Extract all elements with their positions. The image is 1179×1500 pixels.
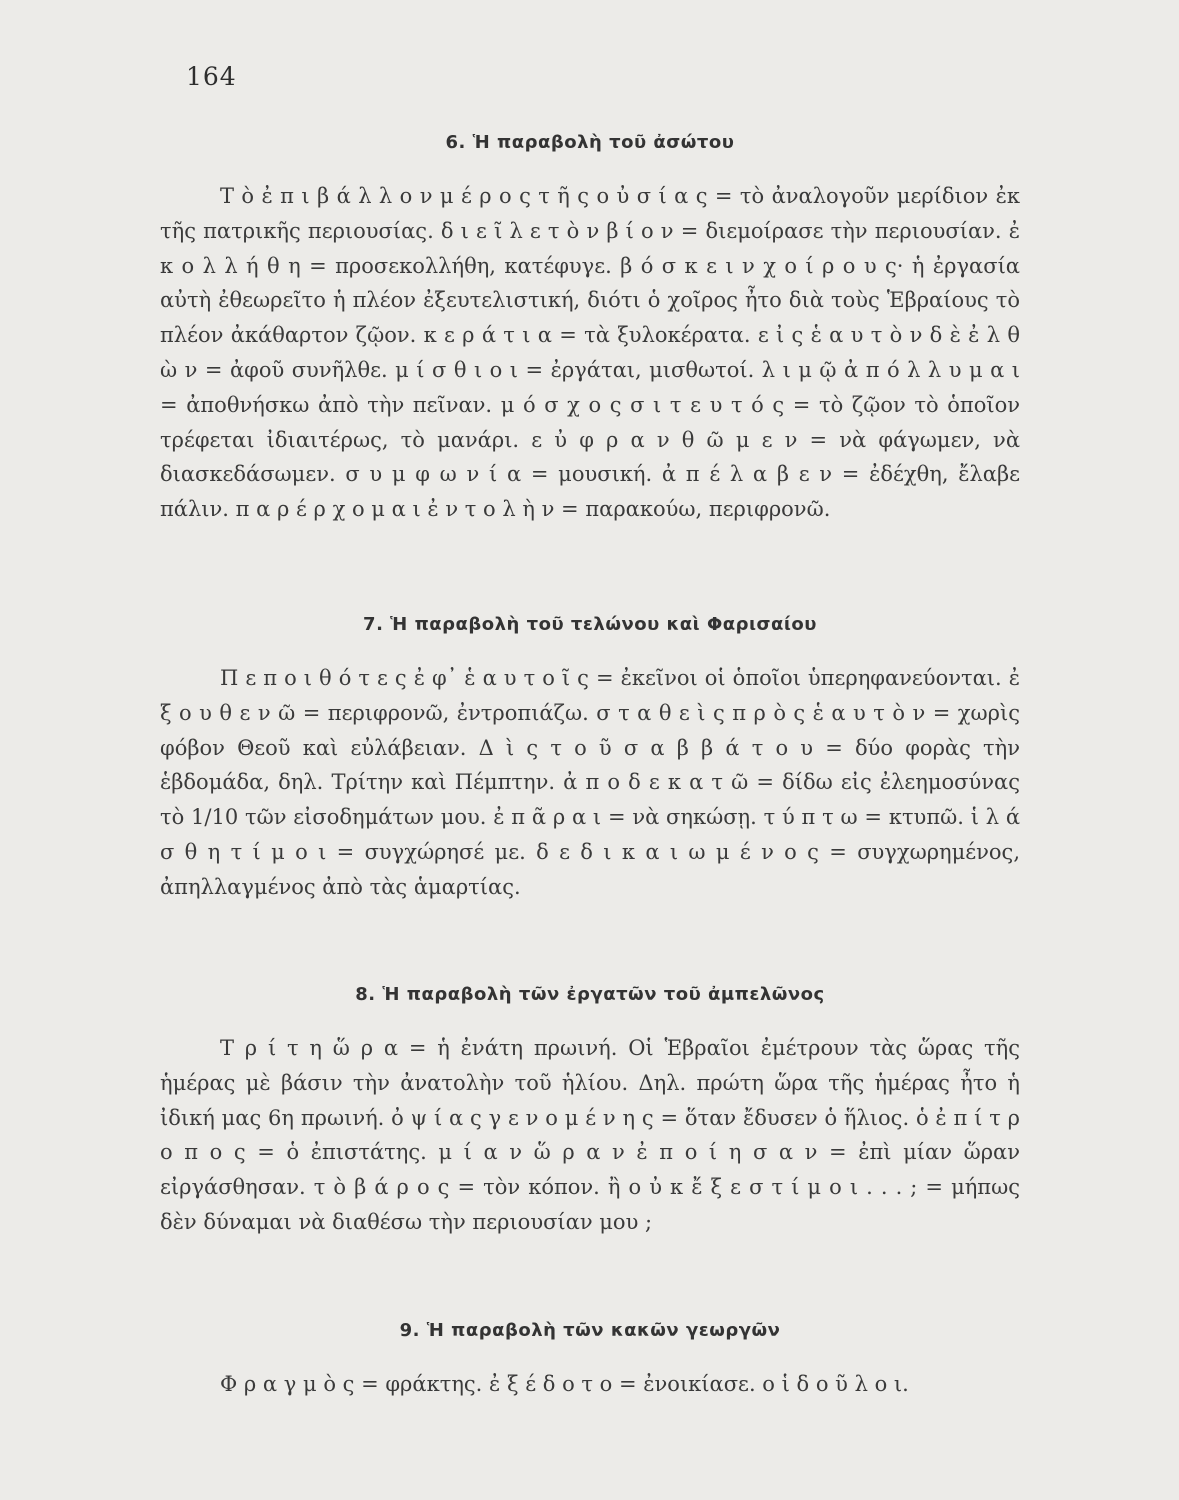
section-7 [160,614,1020,905]
section-heading: 7. Ἡ παραβολὴ τοῦ τελώνου καὶ Φαρισαίου [363,614,817,635]
section-body: Π ε π ο ι θ ό τ ε ς ἐ φ᾽ ἑ α υ τ ο ῖ ς = ἐκεῖνοι οἱ ὁποῖοι ὑπερηφανεύονται. ἐ ξ ο υ θ ε ν ῶ = περιφρονῶ, ἐντροπιάζω. σ τ α θ ε ὶ ς π ρ ὸ ς ἑ α υ τ ὸ ν = χωρὶς φόβον Θεοῦ καὶ εὐλάβειαν. Δ ὶ ς τ ο ῦ σ α β β ά τ ο υ = δύο φορὰς τὴν ἑβδομάδα, δηλ. Τρίτην καὶ Πέμπτην. ἀ π ο δ ε κ α τ ῶ = δίδω εἰς ἐλεημοσύνας τὸ 1/10 τῶν εἰσοδημάτων μου. ἐ π ᾶ ρ α ι = νὰ σηκώσῃ. τ ύ π τ ω = κτυπῶ. ἱ λ ά σ θ η τ ί μ ο ι = συγχώρησέ με. δ ε δ ι κ α ι ω μ έ ν ο ς = συγχωρημένος, ἀπηλλαγμένος ἀπὸ τὰς ἁμαρτίας. [160,666,1020,899]
section-9 [160,1320,1020,1402]
page-number: 164 [186,62,237,91]
section-heading: 9. Ἡ παραβολὴ τῶν κακῶν γεωργῶν [399,1320,781,1341]
section-body: Φ ρ α γ μ ὸ ς = φράκτης. ἐ ξ έ δ ο τ ο = ἐνοικίασε. ο ἱ δ ο ῦ λ ο ι. [220,1372,909,1396]
section-8 [160,984,1020,1240]
section-heading: 8. Ἡ παραβολὴ τῶν ἐργατῶν τοῦ ἀμπελῶνος [355,984,825,1005]
section-body: Τ ὸ ἐ π ι β ά λ λ ο ν μ έ ρ ο ς τ ῆ ς ο ὐ σ ί α ς = τὸ ἀναλογοῦν μερίδιον ἐκ τῆς πατρικῆς περιουσίας. δ ι ε ῖ λ ε τ ὸ ν β ί ο ν = διεμοίρασε τὴν περιουσίαν. ἐ κ ο λ λ ή θ η = προσεκολλήθη, κατέφυγε. β ό σ κ ε ι ν χ ο ί ρ ο υ ς· ἡ ἐργασία αὐτὴ ἐθεωρεῖτο ἡ πλέον ἐξευτελιστική, διότι ὁ χοῖρος ἦτο διὰ τοὺς Ἑβραίους τὸ πλέον ἀκάθαρτον ζῷον. κ ε ρ ά τ ι α = τὰ ξυλοκέρατα. ε ἰ ς ἑ α υ τ ὸ ν δ ὲ ἐ λ θ ὼ ν = ἀφοῦ συνῆλθε. μ ί σ θ ι ο ι = ἐργάται, μισθωτοί. λ ι μ ῷ ἀ π ό λ λ υ μ α ι = ἀποθνήσκω ἀπὸ τὴν πεῖναν. μ ό σ χ ο ς σ ι τ ε υ τ ό ς = τὸ ζῷον τὸ ὁποῖον τρέφεται ἰδιαιτέρως, τὸ μανάρι. ε ὐ φ ρ α ν θ ῶ μ ε ν = νὰ φάγωμεν, νὰ διασκεδάσωμεν. σ υ μ φ ω ν ί α = μουσική. ἀ π έ λ α β ε ν = ἐδέχθη, ἔλαβε πάλιν. π α ρ έ ρ χ ο μ α ι ἐ ν τ ο λ ὴ ν = παρακούω, περιφρονῶ. [160,184,1020,522]
section-body: Τ ρ ί τ η ὥ ρ α = ἡ ἐνάτη πρωινή. Οἱ Ἑβραῖοι ἐμέτρουν τὰς ὥρας τῆς ἡμέρας μὲ βάσιν τὴν ἀνατολὴν τοῦ ἡλίου. Δηλ. πρώτη ὥρα τῆς ἡμέρας ἦτο ἡ ἰδική μας 6η πρωινή. ὀ ψ ί α ς γ ε ν ο μ έ ν η ς = ὅταν ἔδυσεν ὁ ἥλιος. ὁ ἐ π ί τ ρ ο π ο ς = ὁ ἐπιστάτης. μ ί α ν ὥ ρ α ν ἐ π ο ί η σ α ν = ἐπὶ μίαν ὥραν εἰργάσθησαν. τ ὸ β ά ρ ο ς = τὸν κόπον. ἢ ο ὐ κ ἔ ξ ε σ τ ί μ ο ι . . . ; = μήπως δὲν δύναμαι νὰ διαθέσω τὴν περιουσίαν μου ; [160,1036,1020,1234]
section-6 [160,132,1020,527]
section-heading: 6. Ἡ παραβολὴ τοῦ ἀσώτου [445,132,735,153]
